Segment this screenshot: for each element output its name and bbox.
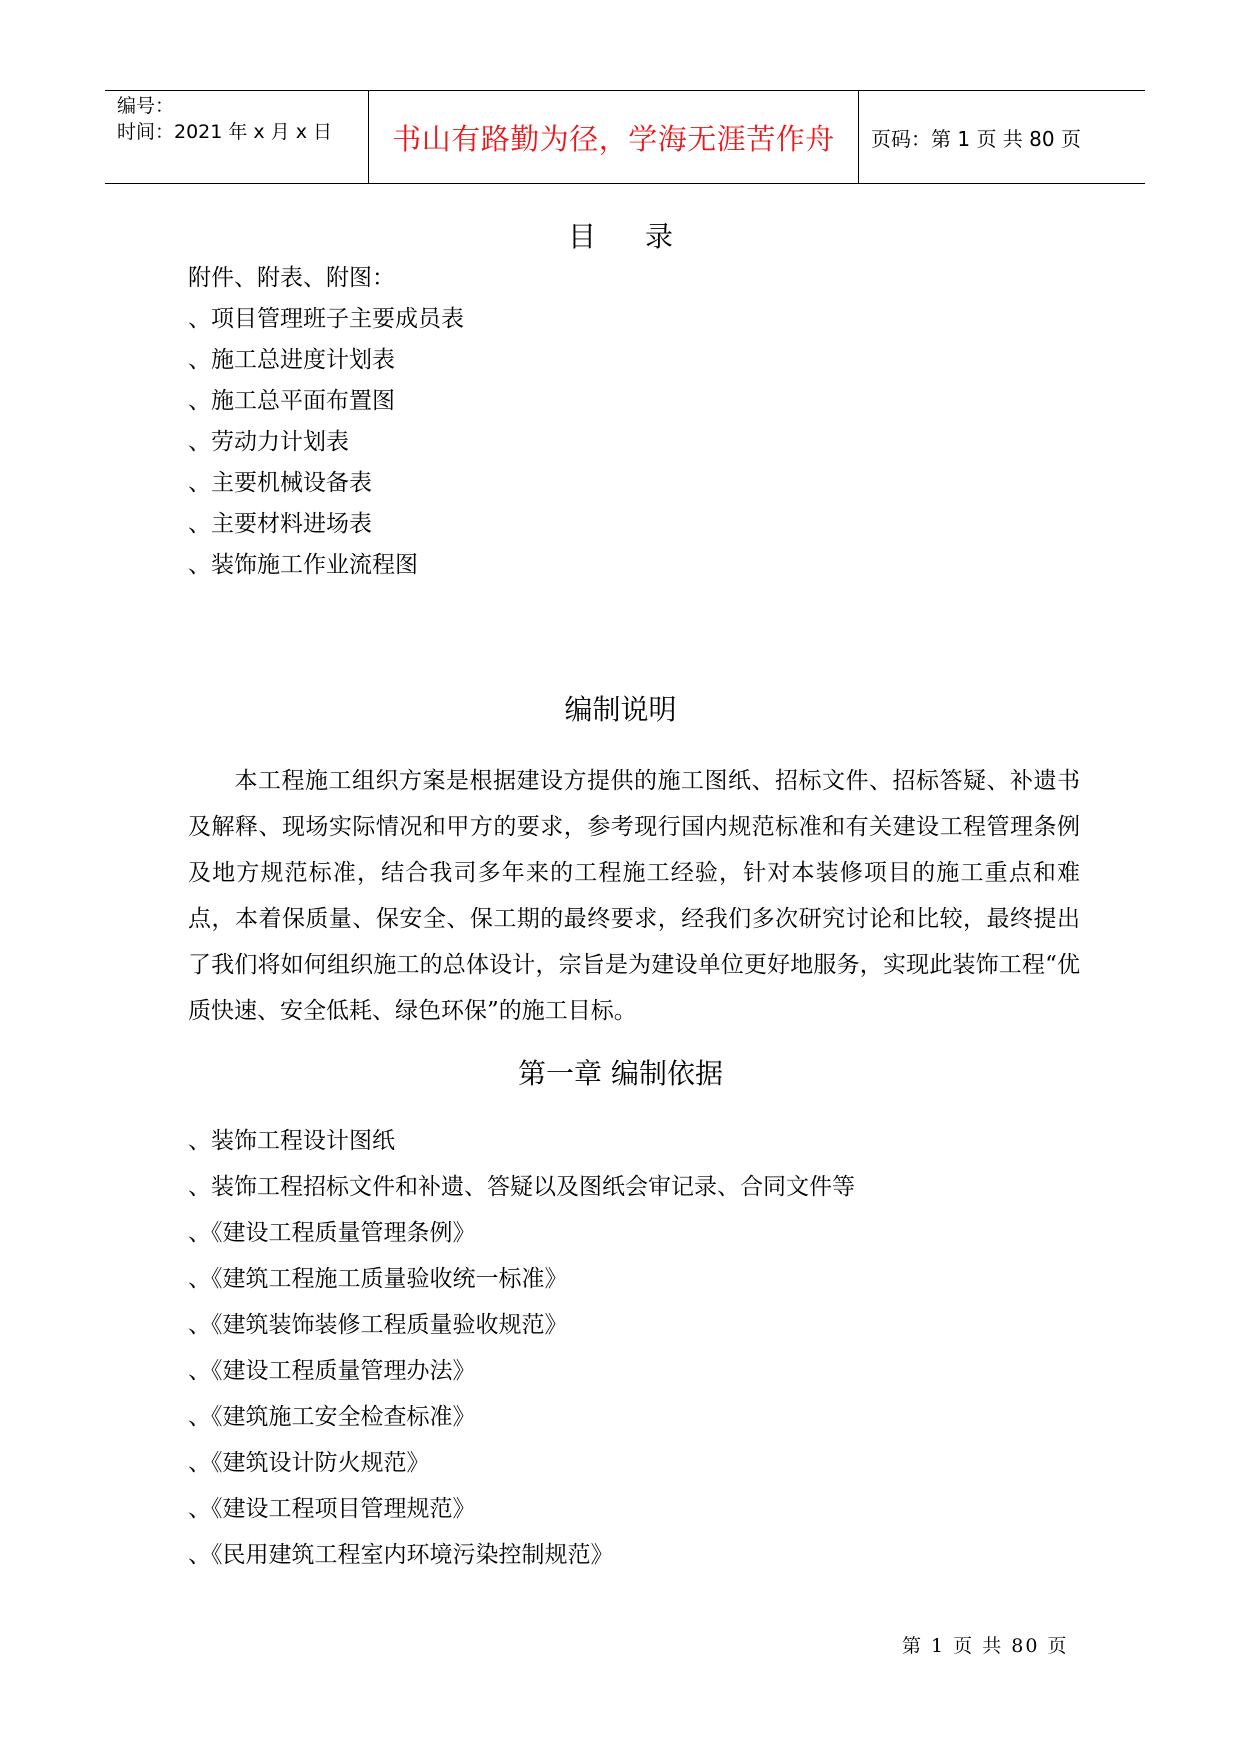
toc-title: 目 录 bbox=[568, 220, 693, 253]
header-meta bbox=[105, 91, 369, 183]
basis-item: 、《建设工程项目管理规范》 bbox=[188, 1496, 476, 1522]
page-footer: 第 1 页 共 80 页 bbox=[902, 1635, 1069, 1657]
chapter1-title: 第一章 编制依据 bbox=[518, 1057, 723, 1090]
preparation-title: 编制说明 bbox=[564, 693, 677, 726]
basis-item: 、装饰工程设计图纸 bbox=[188, 1128, 395, 1154]
toc-item: 、主要机械设备表 bbox=[188, 470, 372, 496]
toc-item: 附件、附表、附图： bbox=[188, 265, 395, 291]
document-number-label: 编号： bbox=[117, 95, 175, 117]
toc-item: 、装饰施工作业流程图 bbox=[188, 552, 418, 578]
toc-item: 、施工总平面布置图 bbox=[188, 388, 395, 414]
toc-item: 、施工总进度计划表 bbox=[188, 347, 395, 373]
basis-list bbox=[188, 1125, 855, 1585]
toc-item: 、项目管理班子主要成员表 bbox=[188, 306, 464, 332]
basis-item: 、《建筑施工安全检查标准》 bbox=[188, 1404, 476, 1430]
header-page-number: 页码：第 1 页 共 80 页 bbox=[871, 126, 1081, 151]
basis-item: 、《建筑工程施工质量验收统一标准》 bbox=[188, 1266, 568, 1292]
basis-item: 、《建设工程质量管理办法》 bbox=[188, 1358, 476, 1384]
basis-item: 、装饰工程招标文件和补遗、答疑以及图纸会审记录、合同文件等 bbox=[188, 1174, 855, 1200]
basis-item: 、《建设工程质量管理条例》 bbox=[188, 1220, 476, 1246]
toc-item: 、主要材料进场表 bbox=[188, 511, 372, 537]
document-time-label: 时间：2021 年 x 月 x 日 bbox=[117, 121, 333, 143]
preparation-paragraph bbox=[188, 758, 1080, 1034]
header-motto: 书山有路勤为径，学海无涯苦作舟 bbox=[369, 91, 859, 183]
basis-item: 、《民用建筑工程室内环境污染控制规范》 bbox=[188, 1542, 614, 1568]
basis-item: 、《建筑设计防火规范》 bbox=[188, 1450, 430, 1476]
basis-item: 、《建筑装饰装修工程质量验收规范》 bbox=[188, 1312, 568, 1338]
toc-list bbox=[188, 262, 464, 590]
toc-item: 、劳动力计划表 bbox=[188, 429, 349, 455]
page-header bbox=[105, 90, 1145, 184]
preparation-paragraph-text: 本工程施工组织方案是根据建设方提供的施工图纸、招标文件、招标答疑、补遗书及解释、现场实际情况和甲方的要求，参考现行国内规范标准和有关建设工程管理条例及地方规范标准，结合我司多年来的工程施工经验，针对本装修项目的施工重点和难点，本着保质量、保安全、保工期的最终要求，经我们多次研究讨论和比较，最终提出了我们将如何组织施工的总体设计，宗旨是为建设单位更好地服务，实现此装饰工程“优质快速、安全低耗、绿色环保”的施工目标。 bbox=[188, 768, 1080, 1024]
